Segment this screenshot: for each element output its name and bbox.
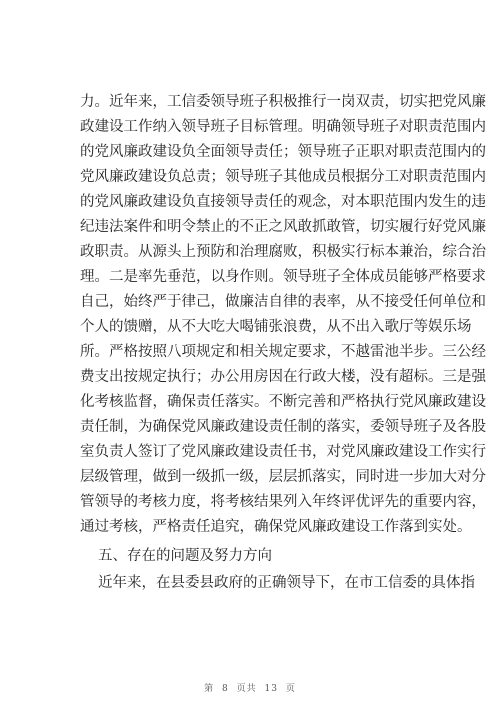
body-line-18: 通过考核，严格责任追究，确保党风廉政建设工作落到实处。 bbox=[80, 519, 472, 535]
body-line-14: 责任制，为确保党风廉政建设责任制的落实，委领导班子及各股 bbox=[80, 419, 486, 435]
body-line-8: 理。二是率先垂范，以身作则。领导班子全体成员能够严格要求 bbox=[80, 269, 486, 285]
footer-page-number: 8 bbox=[222, 684, 229, 694]
body-line-6: 纪违法案件和明令禁止的不正之风敢抓敢管，切实履行好党风廉 bbox=[80, 219, 486, 235]
body-line-9: 自己，始终严于律己，做廉洁自律的表率，从不接受任何单位和 bbox=[80, 294, 486, 310]
body-line-2: 政建设工作纳入领导班子目标管理。明确领导班子对职责范围内 bbox=[80, 119, 486, 135]
body-line-10: 个人的馈赠，从不大吃大喝铺张浪费，从不出入歌厅等娱乐场 bbox=[80, 319, 472, 335]
body-line-3: 的党风廉政建设负全面领导责任；领导班子正职对职责范围内的 bbox=[80, 144, 486, 160]
footer-prefix: 第 bbox=[204, 684, 215, 694]
footer-suffix: 页 bbox=[285, 684, 296, 694]
body-line-1: 力。近年来，工信委领导班子积极推行一岗双责，切实把党风廉 bbox=[80, 94, 486, 110]
section-heading: 五、存在的问题及努力方向 bbox=[98, 548, 272, 564]
body-line-last: 近年来，在县委县政府的正确领导下，在市工信委的具体指 bbox=[98, 575, 475, 591]
body-line-17: 管领导的考核力度，将考核结果列入年终评优评先的重要内容， bbox=[80, 494, 486, 510]
body-line-16: 层级管理，做到一级抓一级，层层抓落实，同时进一步加大对分 bbox=[80, 469, 486, 485]
footer-middle: 页共 bbox=[236, 684, 257, 694]
body-line-15: 室负责人签订了党风廉政建设责任书，对党风廉政建设工作实行 bbox=[80, 444, 486, 460]
page-footer bbox=[0, 681, 500, 694]
body-line-11: 所。严格按照八项规定和相关规定要求，不越雷池半步。三公经 bbox=[80, 344, 486, 360]
body-line-5: 的党风廉政建设负直接领导责任的观念，对本职范围内发生的违 bbox=[80, 194, 486, 210]
body-line-4: 党风廉政建设负总责；领导班子其他成员根据分工对职责范围内 bbox=[80, 169, 486, 185]
body-line-13: 化考核监督，确保责任落实。不断完善和严格执行党风廉政建设 bbox=[80, 394, 486, 410]
footer-total-pages: 13 bbox=[264, 684, 278, 694]
body-line-12: 费支出按规定执行；办公用房因在行政大楼，没有超标。三是强 bbox=[80, 369, 486, 385]
body-line-7: 政职责。从源头上预防和治理腐败，积极实行标本兼治，综合治 bbox=[80, 244, 486, 260]
